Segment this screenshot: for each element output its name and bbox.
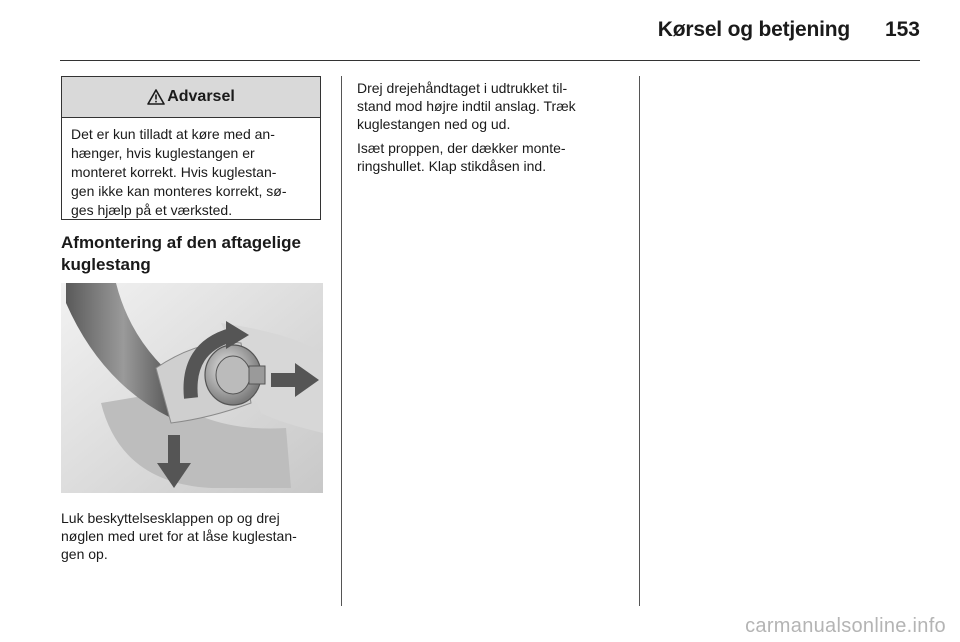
page-header xyxy=(0,0,960,62)
header-rule xyxy=(60,60,920,61)
instruction-paragraph-2: Isæt proppen, der dækker monte- ringshullet. Klap stikdåsen ind. xyxy=(357,140,566,174)
left-column-text xyxy=(61,509,331,569)
warning-text: Det er kun tilladt at køre med an- hænger, hvis kuglestangen er monteret korrekt. Hvis kuglestan- gen ikke kan monteres korrekt, sø- ges hjælp på et værksted. xyxy=(71,126,287,218)
warning-title: Advarsel xyxy=(167,88,235,105)
chapter-title: Kørsel og betjening xyxy=(657,18,850,41)
warning-box xyxy=(61,76,321,220)
instruction-paragraph: Luk beskyttelsesklappen op og drej nøglen med uret for at låse kuglestan- gen op. xyxy=(61,510,297,562)
page-number: 153 xyxy=(884,18,920,41)
middle-column-text xyxy=(357,79,627,181)
section-heading: Afmontering af den aftagelige kuglestang xyxy=(61,233,301,274)
instruction-paragraph-1: Drej drejehåndtaget i udtrukket til- stand mod højre indtil anslag. Træk kuglestangen ned og ud. xyxy=(357,80,576,132)
watermark: carmanualsonline.info xyxy=(745,615,946,637)
column-divider-right xyxy=(639,76,640,606)
tow-bar-figure xyxy=(61,283,323,493)
warning-triangle-icon xyxy=(147,89,165,105)
column-divider-left xyxy=(341,76,342,606)
warning-header xyxy=(62,77,320,118)
